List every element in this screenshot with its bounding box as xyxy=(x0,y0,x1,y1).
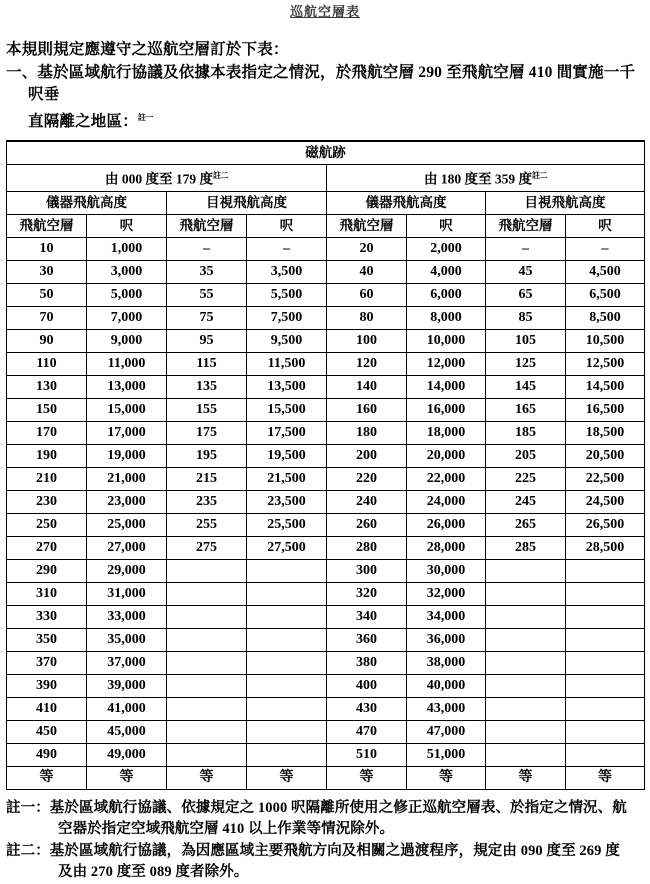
table-cell xyxy=(167,720,247,743)
table-cell: 6,000 xyxy=(407,283,486,306)
header-unit-ft-2: 呎 xyxy=(247,214,327,237)
table-cell: 390 xyxy=(7,674,87,697)
table-row xyxy=(7,605,645,628)
footnote-2-line-1: 註二：基於區域航行協議，為因應區域主要飛航方向及相關之過渡程序，規定由 090 度至 269 度 xyxy=(6,842,620,859)
table-cell: 125 xyxy=(486,352,566,375)
table-row xyxy=(7,651,645,674)
header-unit-fl-4: 飛航空層 xyxy=(486,214,566,237)
table-cell: 115 xyxy=(167,352,247,375)
table-cell: – xyxy=(167,237,247,260)
header-unit-fl-2: 飛航空層 xyxy=(167,214,247,237)
table-cell: 30,000 xyxy=(407,559,486,582)
table-cell: 85 xyxy=(486,306,566,329)
table-cell: 29,000 xyxy=(87,559,167,582)
table-row xyxy=(7,352,645,375)
table-cell: 310 xyxy=(7,582,87,605)
table-cell: 165 xyxy=(486,398,566,421)
table-cell: 90 xyxy=(7,329,87,352)
table-cell: 35,000 xyxy=(87,628,167,651)
table-row xyxy=(7,237,645,260)
intro-line-2b-text: 直隔離之地區： xyxy=(28,112,138,130)
header-mode-vfr-1: 目視飛航高度 xyxy=(167,191,327,214)
table-cell: 270 xyxy=(7,536,87,559)
table-cell: 9,000 xyxy=(87,329,167,352)
table-cell: 15,000 xyxy=(87,398,167,421)
page-title: 巡航空層表 xyxy=(289,4,360,19)
table-cell: 4,000 xyxy=(407,260,486,283)
table-cell: 230 xyxy=(7,490,87,513)
table-cell: 330 xyxy=(7,605,87,628)
table-cell: 41,000 xyxy=(87,697,167,720)
table-cell: 等 xyxy=(407,766,486,789)
table-cell: 2,000 xyxy=(407,237,486,260)
table-cell: 285 xyxy=(486,536,566,559)
table-cell xyxy=(167,674,247,697)
table-cell: 170 xyxy=(7,421,87,444)
table-cell: 240 xyxy=(327,490,407,513)
table-cell: 6,500 xyxy=(566,283,645,306)
header-direction-group-1: 由 000 度至 179 度$^{註二}$ xyxy=(7,165,327,192)
table-cell: – xyxy=(486,237,566,260)
table-cell: 65 xyxy=(486,283,566,306)
table-row xyxy=(7,283,645,306)
table-cell: 等 xyxy=(167,766,247,789)
table-cell: 510 xyxy=(327,743,407,766)
table-cell xyxy=(486,651,566,674)
table-cell: 47,000 xyxy=(407,720,486,743)
table-cell: 43,000 xyxy=(407,697,486,720)
table-cell xyxy=(566,582,645,605)
table-cell: 360 xyxy=(327,628,407,651)
header-mode-vfr-2: 目視飛航高度 xyxy=(486,191,645,214)
table-cell: 4,500 xyxy=(566,260,645,283)
table-cell: 17,000 xyxy=(87,421,167,444)
table-cell: 400 xyxy=(327,674,407,697)
table-cell xyxy=(486,743,566,766)
table-body xyxy=(7,237,645,789)
table-row xyxy=(7,444,645,467)
table-cell: 130 xyxy=(7,375,87,398)
table-cell: 7,000 xyxy=(87,306,167,329)
intro-line-1: 本規則規定應遵守之巡航空層訂於下表： xyxy=(6,41,289,58)
table-cell: 33,000 xyxy=(87,605,167,628)
table-cell: – xyxy=(247,237,327,260)
table-cell: 160 xyxy=(327,398,407,421)
table-cell: 430 xyxy=(327,697,407,720)
table-cell: 8,000 xyxy=(407,306,486,329)
table-cell: 10 xyxy=(7,237,87,260)
table-row xyxy=(7,628,645,651)
table-cell: 15,500 xyxy=(247,398,327,421)
table-cell: 34,000 xyxy=(407,605,486,628)
table-cell: 300 xyxy=(327,559,407,582)
table-row xyxy=(7,536,645,559)
table-cell xyxy=(486,720,566,743)
table-cell: 180 xyxy=(327,421,407,444)
table-cell xyxy=(486,674,566,697)
table-cell xyxy=(247,605,327,628)
document-page xyxy=(0,3,650,881)
table-cell: 38,000 xyxy=(407,651,486,674)
table-cell: 18,000 xyxy=(407,421,486,444)
table-cell xyxy=(486,605,566,628)
table-cell: 等 xyxy=(486,766,566,789)
footnote-1 xyxy=(6,798,644,841)
table-cell: 14,000 xyxy=(407,375,486,398)
table-cell: 11,000 xyxy=(87,352,167,375)
table-cell: 21,000 xyxy=(87,467,167,490)
table-cell: – xyxy=(566,237,645,260)
table-row xyxy=(7,674,645,697)
table-cell: 45,000 xyxy=(87,720,167,743)
table-cell: 110 xyxy=(7,352,87,375)
intro-line-2b xyxy=(6,107,644,134)
table-cell: 16,500 xyxy=(566,398,645,421)
table-cell xyxy=(247,559,327,582)
footnote-1-line-1: 註一：基於區域航行協議、依據規定之 1000 呎隔離所使用之修正巡航空層表、於指定之情況、航 xyxy=(6,799,627,816)
table-cell: 70 xyxy=(7,306,87,329)
table-cell: 等 xyxy=(87,766,167,789)
table-cell: 51,000 xyxy=(407,743,486,766)
table-cell: 39,000 xyxy=(87,674,167,697)
intro-paragraph-item-1 xyxy=(6,62,644,134)
table-cell: 25,000 xyxy=(87,513,167,536)
table-cell: 190 xyxy=(7,444,87,467)
table-cell: 215 xyxy=(167,467,247,490)
table-cell: 10,500 xyxy=(566,329,645,352)
table-cell: 24,000 xyxy=(407,490,486,513)
footnote-ref-1: 註一 xyxy=(137,112,153,122)
table-cell xyxy=(566,720,645,743)
table-cell: 290 xyxy=(7,559,87,582)
table-cell: 35 xyxy=(167,260,247,283)
table-cell: 1,000 xyxy=(87,237,167,260)
table-cell: 50 xyxy=(7,283,87,306)
table-cell: 210 xyxy=(7,467,87,490)
table-cell: 16,000 xyxy=(407,398,486,421)
header-magnetic-track: 磁航跡 xyxy=(7,141,645,165)
footnote-ref-2a: 註二 xyxy=(213,171,228,181)
table-cell: 200 xyxy=(327,444,407,467)
table-cell: 等 xyxy=(7,766,87,789)
table-cell: 27,000 xyxy=(87,536,167,559)
table-cell: 205 xyxy=(486,444,566,467)
table-cell xyxy=(486,697,566,720)
table-cell: 18,500 xyxy=(566,421,645,444)
header-unit-ft-3: 呎 xyxy=(407,214,486,237)
table-cell: 26,500 xyxy=(566,513,645,536)
table-cell: 3,000 xyxy=(87,260,167,283)
table-cell xyxy=(486,582,566,605)
footnote-1-line-2: 空器於指定空域飛航空層 410 以上作業等情況除外。 xyxy=(58,821,395,838)
table-cell: 150 xyxy=(7,398,87,421)
table-cell: 9,500 xyxy=(247,329,327,352)
table-cell: 220 xyxy=(327,467,407,490)
table-cell: 60 xyxy=(327,283,407,306)
header-mode-ifr-2: 儀器飛航高度 xyxy=(327,191,486,214)
table-cell: 5,500 xyxy=(247,283,327,306)
table-cell xyxy=(566,697,645,720)
table-cell: 5,000 xyxy=(87,283,167,306)
table-cell: 490 xyxy=(7,743,87,766)
table-cell: 23,500 xyxy=(247,490,327,513)
table-cell: 120 xyxy=(327,352,407,375)
table-cell: 22,500 xyxy=(566,467,645,490)
table-cell: 450 xyxy=(7,720,87,743)
table-cell: 13,000 xyxy=(87,375,167,398)
table-row xyxy=(7,421,645,444)
table-cell xyxy=(167,605,247,628)
table-cell: 255 xyxy=(167,513,247,536)
table-header-row-units xyxy=(7,214,645,237)
table-cell: 19,000 xyxy=(87,444,167,467)
table-cell: 13,500 xyxy=(247,375,327,398)
table-cell: 410 xyxy=(7,697,87,720)
table-header-row-directions xyxy=(7,165,645,192)
table-cell: 28,000 xyxy=(407,536,486,559)
table-cell: 275 xyxy=(167,536,247,559)
header-direction-group-2: 由 180 度至 359 度$^{註二}$ xyxy=(327,165,645,192)
table-cell xyxy=(566,605,645,628)
table-cell: 31,000 xyxy=(87,582,167,605)
header-unit-ft-4: 呎 xyxy=(566,214,645,237)
table-cell: 11,500 xyxy=(247,352,327,375)
header-unit-ft-1: 呎 xyxy=(87,214,167,237)
table-cell: 95 xyxy=(167,329,247,352)
table-cell: 12,000 xyxy=(407,352,486,375)
table-cell: 17,500 xyxy=(247,421,327,444)
table-cell: 21,500 xyxy=(247,467,327,490)
table-cell: 3,500 xyxy=(247,260,327,283)
table-cell: 370 xyxy=(7,651,87,674)
table-cell: 225 xyxy=(486,467,566,490)
table-cell xyxy=(566,743,645,766)
table-cell: 27,500 xyxy=(247,536,327,559)
table-cell: 24,500 xyxy=(566,490,645,513)
table-cell: 等 xyxy=(327,766,407,789)
table-cell: 350 xyxy=(7,628,87,651)
table-cell xyxy=(247,628,327,651)
table-row xyxy=(7,329,645,352)
table-cell: 25,500 xyxy=(247,513,327,536)
table-cell: 185 xyxy=(486,421,566,444)
table-row xyxy=(7,743,645,766)
table-cell: 10,000 xyxy=(407,329,486,352)
table-cell: 37,000 xyxy=(87,651,167,674)
table-cell xyxy=(167,651,247,674)
table-cell: 20,000 xyxy=(407,444,486,467)
table-cell: 260 xyxy=(327,513,407,536)
table-cell xyxy=(167,559,247,582)
table-cell: 40,000 xyxy=(407,674,486,697)
table-cell: 28,500 xyxy=(566,536,645,559)
table-cell: 155 xyxy=(167,398,247,421)
table-row xyxy=(7,720,645,743)
table-cell: 320 xyxy=(327,582,407,605)
table-cell: 等 xyxy=(566,766,645,789)
intro-paragraphs xyxy=(6,39,644,133)
footnote-2 xyxy=(6,841,644,884)
table-row xyxy=(7,260,645,283)
footnote-2-line-2: 及由 270 度至 089 度者除外。 xyxy=(58,864,249,881)
table-cell: 40 xyxy=(327,260,407,283)
cruising-level-table xyxy=(6,140,645,790)
table-cell: 470 xyxy=(327,720,407,743)
table-cell xyxy=(247,743,327,766)
table-cell: 等 xyxy=(247,766,327,789)
table-cell: 340 xyxy=(327,605,407,628)
table-cell xyxy=(486,628,566,651)
table-header-row-track xyxy=(7,141,645,165)
table-row xyxy=(7,697,645,720)
table-cell: 32,000 xyxy=(407,582,486,605)
table-cell: 12,500 xyxy=(566,352,645,375)
table-cell: 265 xyxy=(486,513,566,536)
table-cell: 45 xyxy=(486,260,566,283)
table-cell: 100 xyxy=(327,329,407,352)
table-cell: 175 xyxy=(167,421,247,444)
table-row xyxy=(7,766,645,789)
footnotes xyxy=(6,798,644,884)
table-cell xyxy=(247,720,327,743)
table-header-row-modes xyxy=(7,191,645,214)
table-cell: 26,000 xyxy=(407,513,486,536)
table-row xyxy=(7,559,645,582)
table-cell: 105 xyxy=(486,329,566,352)
table-cell: 49,000 xyxy=(87,743,167,766)
table-cell xyxy=(247,697,327,720)
table-row xyxy=(7,467,645,490)
table-cell: 280 xyxy=(327,536,407,559)
table-head xyxy=(7,141,645,237)
table-cell: 55 xyxy=(167,283,247,306)
table-row xyxy=(7,306,645,329)
table-cell: 20,500 xyxy=(566,444,645,467)
table-cell xyxy=(167,743,247,766)
table-cell xyxy=(566,628,645,651)
table-cell xyxy=(566,674,645,697)
table-cell: 195 xyxy=(167,444,247,467)
table-cell: 235 xyxy=(167,490,247,513)
table-cell xyxy=(247,651,327,674)
table-row xyxy=(7,398,645,421)
table-cell: 36,000 xyxy=(407,628,486,651)
table-cell xyxy=(566,651,645,674)
table-cell: 23,000 xyxy=(87,490,167,513)
table-cell: 75 xyxy=(167,306,247,329)
table-cell xyxy=(566,559,645,582)
table-row xyxy=(7,582,645,605)
table-row xyxy=(7,513,645,536)
footnote-ref-2b: 註二 xyxy=(532,171,547,181)
table-cell xyxy=(167,582,247,605)
table-cell xyxy=(167,697,247,720)
table-cell xyxy=(167,628,247,651)
table-cell: 250 xyxy=(7,513,87,536)
intro-line-2a: 一、基於區域航行協議及依據本表指定之情況，於飛航空層 290 至飛航空層 410 間實施一千呎垂 xyxy=(6,63,636,103)
table-cell: 80 xyxy=(327,306,407,329)
table-cell xyxy=(247,582,327,605)
table-cell: 14,500 xyxy=(566,375,645,398)
table-cell: 8,500 xyxy=(566,306,645,329)
header-unit-fl-3: 飛航空層 xyxy=(327,214,407,237)
header-mode-ifr-1: 儀器飛航高度 xyxy=(7,191,167,214)
table-row xyxy=(7,490,645,513)
table-cell xyxy=(247,674,327,697)
table-cell: 7,500 xyxy=(247,306,327,329)
table-cell: 30 xyxy=(7,260,87,283)
table-row xyxy=(7,375,645,398)
table-cell: 145 xyxy=(486,375,566,398)
table-cell: 20 xyxy=(327,237,407,260)
table-cell: 380 xyxy=(327,651,407,674)
table-cell: 135 xyxy=(167,375,247,398)
table-cell: 140 xyxy=(327,375,407,398)
table-cell: 19,500 xyxy=(247,444,327,467)
table-cell: 245 xyxy=(486,490,566,513)
header-unit-fl-1: 飛航空層 xyxy=(7,214,87,237)
table-cell xyxy=(486,559,566,582)
table-cell: 22,000 xyxy=(407,467,486,490)
